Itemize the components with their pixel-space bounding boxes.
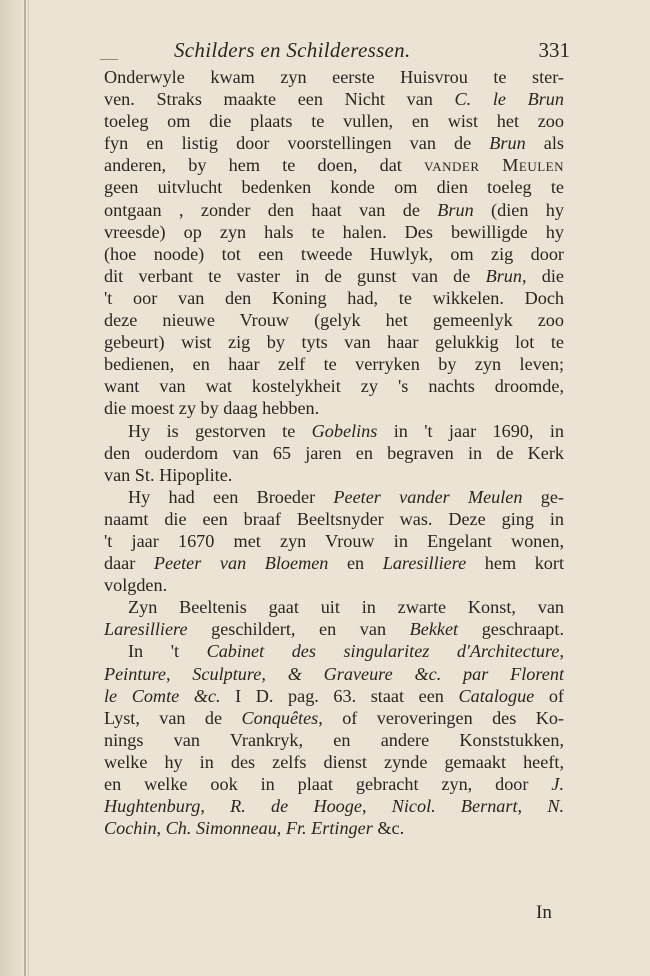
- text-line: [104, 486, 564, 508]
- text-run: ,: [276, 818, 286, 839]
- text-run: hem kort: [466, 553, 564, 574]
- text-line: [104, 375, 564, 397]
- text-line: [104, 265, 564, 287]
- text-run: ,: [361, 796, 392, 817]
- text-line: [104, 464, 564, 486]
- italic-text: Brun: [437, 199, 474, 220]
- text-run: of: [534, 685, 564, 706]
- text-run: , die: [521, 265, 564, 286]
- text-line: [104, 199, 564, 221]
- text-line: [104, 618, 564, 640]
- catchword: In: [536, 902, 552, 923]
- italic-text: Peeter van Bloemen: [153, 553, 329, 574]
- text-run: vreesde) op zyn hals te halen. Des bewilligde hy: [104, 221, 564, 242]
- text-run: want van wat kostelykheit zy 's nachts droomde,: [104, 376, 564, 397]
- text-run: gebeurt) wist zig by tyts van haar gelukkig lot te: [104, 332, 564, 353]
- header-ornament: —: [100, 48, 118, 68]
- italic-text: N.: [547, 796, 564, 817]
- italic-text: Gobelins: [311, 420, 378, 441]
- text-line: [104, 729, 564, 751]
- text-line: [104, 663, 564, 685]
- italic-text: J.: [551, 774, 564, 794]
- italic-text: Laresilliere: [104, 619, 188, 640]
- text-line: [104, 685, 564, 707]
- text-run: Zyn Beeltenis gaat uit in zwarte Konst, van: [128, 597, 564, 618]
- italic-text: Cochin: [104, 818, 157, 839]
- page-edge-line-inner: [28, 0, 29, 976]
- text-run: In 't: [128, 641, 207, 662]
- text-run: fyn en listig door voorstellingen van de: [104, 133, 490, 154]
- text-run: Hy had een Broeder: [128, 486, 334, 507]
- text-run: in 't jaar 1690, in: [377, 420, 564, 441]
- text-line: [104, 66, 564, 88]
- italic-text: Hughtenburg: [104, 796, 201, 817]
- text-line: [104, 442, 564, 464]
- text-line: [104, 176, 564, 198]
- text-run: ven. Straks maakte een Nicht van: [104, 89, 455, 110]
- text-run: (dien hy: [473, 199, 564, 220]
- text-run: van St. Hipoplite.: [104, 464, 233, 485]
- text-run: bedienen, en haar zelf te verryken by zyn leven;: [104, 354, 564, 375]
- text-run: Lyst, van de: [104, 707, 242, 728]
- text-line: [104, 508, 564, 530]
- text-run: en welke ook in plaat gebracht zyn, door: [104, 774, 552, 794]
- text-line: [104, 751, 564, 773]
- text-line: [104, 707, 564, 729]
- text-run: welke hy in des zelfs dienst zynde gemaakt heeft,: [104, 751, 564, 772]
- page-binding-edge: [0, 0, 22, 976]
- page-number: 331: [538, 38, 570, 62]
- italic-text: Brun: [489, 133, 526, 154]
- text-line: [104, 574, 564, 596]
- italic-text: Fr. Ertinger: [285, 818, 373, 839]
- text-run: den ouderdom van 65 jaren en begraven in de Kerk: [104, 442, 564, 463]
- text-line: [104, 795, 564, 817]
- italic-text: Cabinet des singularitez d'Architecture: [206, 641, 560, 662]
- text-run: 't oor van den Koning had, te wikkelen. Doch: [104, 287, 564, 308]
- running-title: Schilders en Schilderessen.: [174, 38, 411, 62]
- italic-text: Peeter vander Meulen: [333, 486, 523, 507]
- page-edge-line: [24, 0, 26, 976]
- text-line: [104, 309, 564, 331]
- text-run: ,: [156, 818, 166, 839]
- text-line: [104, 221, 564, 243]
- text-run: toeleg om die plaats te vullen, en wist het zoo: [104, 111, 564, 132]
- text-line: [104, 397, 564, 419]
- small-caps-text: vander Meulen: [424, 155, 564, 176]
- text-line: [104, 817, 564, 839]
- text-run: , of veroveringen des Ko-: [318, 707, 564, 728]
- italic-text: C. le Brun: [454, 89, 564, 110]
- italic-text: Laresilliere: [382, 553, 467, 574]
- text-run: deze nieuwe Vrouw (gelyk het gemeenlyk zoo: [104, 310, 564, 331]
- running-head: [100, 38, 570, 68]
- text-line: [104, 132, 564, 154]
- text-line: [104, 640, 564, 662]
- text-line: [104, 530, 564, 552]
- text-run: geen uitvlucht bedenken konde om dien toeleg te: [104, 177, 564, 198]
- text-line: [104, 552, 564, 574]
- text-run: geschildert, en van: [187, 619, 410, 640]
- text-run: daar: [104, 553, 154, 574]
- text-line: [104, 353, 564, 375]
- italic-text: Ch. Simonneau: [165, 818, 277, 839]
- text-run: I D. pag. 63. staat een: [220, 685, 459, 706]
- text-run: ,: [559, 641, 564, 662]
- italic-text: Catalogue: [458, 685, 535, 706]
- italic-text: Nicol. Bernart: [391, 796, 518, 817]
- text-line: [104, 88, 564, 110]
- text-run: als: [525, 133, 564, 154]
- text-run: dit verbant te vaster in de gunst van de: [104, 265, 486, 286]
- text-line: [104, 331, 564, 353]
- text-run: en: [328, 553, 383, 574]
- text-run: Hy is gestorven te: [128, 420, 312, 441]
- text-run: ontgaan , zonder den haat van de: [104, 199, 438, 220]
- text-run: anderen, by hem te doen, dat: [104, 155, 425, 176]
- text-line: [104, 154, 564, 176]
- text-run: (hoe noode) tot een tweede Huwlyk, om zig door: [104, 243, 564, 264]
- italic-text: le Comte &c.: [104, 685, 221, 706]
- text-run: ge-: [522, 486, 564, 507]
- text-line: [104, 596, 564, 618]
- text-run: naamt die een braaf Beeltsnyder was. Deze ging in: [104, 508, 564, 529]
- italic-text: Peinture, Sculpture, & Graveure &c. par Florent: [104, 663, 564, 684]
- text-run: geschraapt.: [458, 619, 565, 640]
- italic-text: Bekket: [409, 619, 459, 640]
- body-text: [104, 66, 564, 839]
- italic-text: R. de Hooge: [230, 796, 362, 817]
- text-run: die moest zy by daag hebben.: [104, 398, 320, 419]
- text-run: ,: [517, 796, 548, 817]
- italic-text: Brun: [485, 265, 522, 286]
- text-run: Onderwyle kwam zyn eerste Huisvrou te ster-: [104, 67, 564, 87]
- italic-text: Conquêtes: [241, 707, 319, 728]
- text-run: 't jaar 1670 met zyn Vrouw in Engelant wonen,: [104, 530, 564, 551]
- text-line: [104, 243, 564, 265]
- text-run: &c.: [372, 818, 405, 839]
- text-run: nings van Vrankryk, en andere Konststukken,: [104, 729, 564, 750]
- text-line: [104, 110, 564, 132]
- text-line: [104, 287, 564, 309]
- text-line: [104, 420, 564, 442]
- text-line: [104, 773, 564, 795]
- text-run: ,: [200, 796, 231, 817]
- text-run: volgden.: [104, 575, 168, 596]
